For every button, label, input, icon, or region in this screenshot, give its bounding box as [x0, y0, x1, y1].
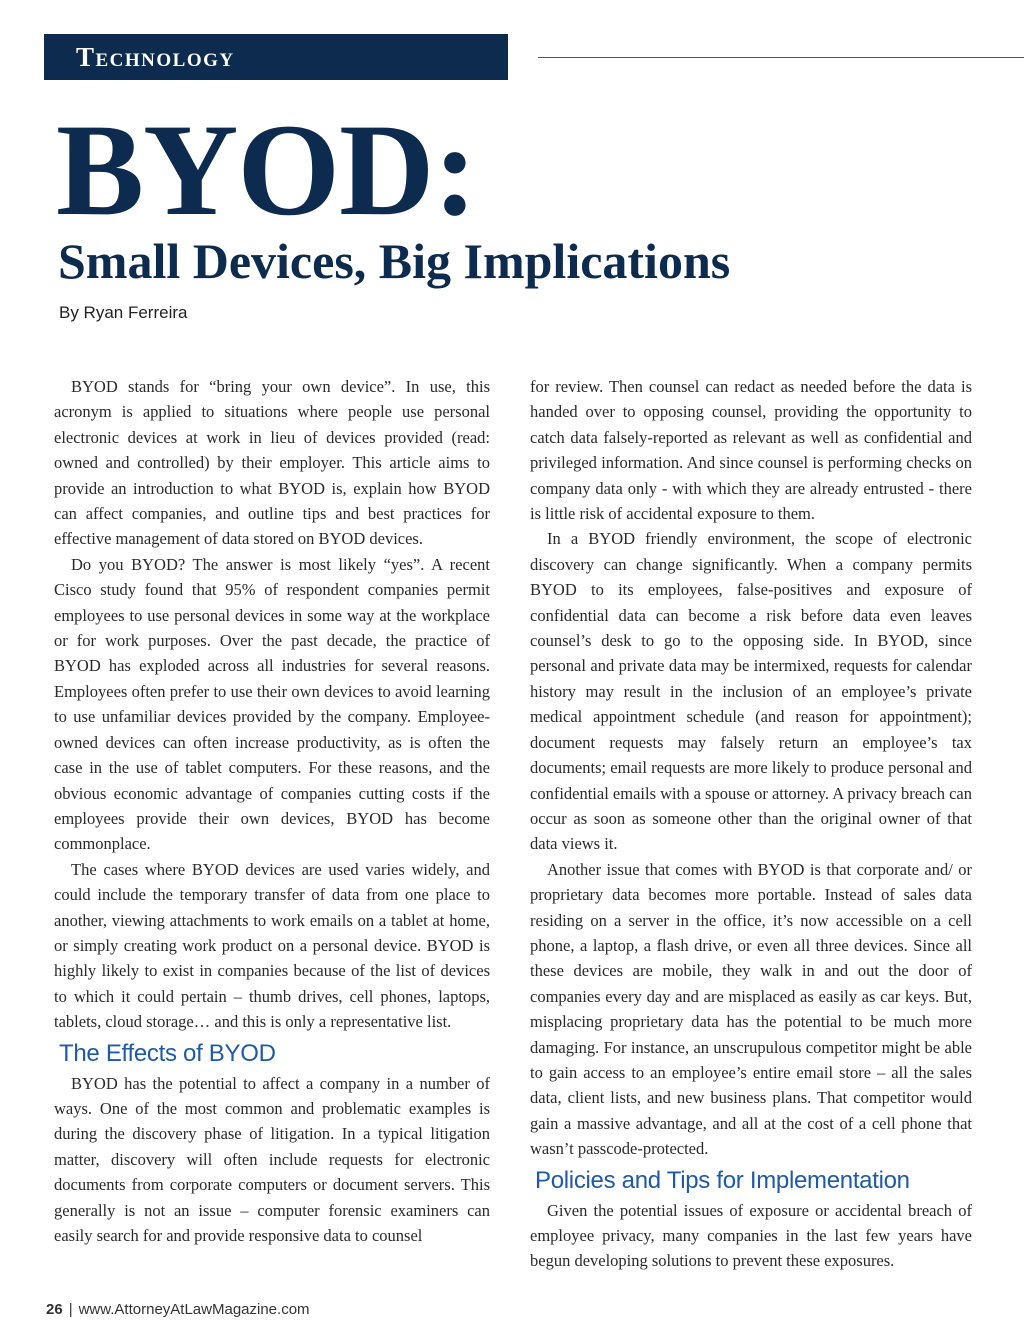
section-heading-effects: The Effects of BYOD — [59, 1039, 276, 1067]
paragraph: In a BYOD friendly environment, the scope of electronic discovery can change significantly. When a company permits BYOD to its employees, false-positives and exposure of confidential data can become a risk before data even leaves counsel’s desk to go to the opposing side. In BYOD, since personal and private data may be intermixed, requests for calendar history may result in the inclusion of an employee’s private medical appointment schedule (and reason for appointment); document requests may falsely return an employee’s tax documents; email requests are more likely to produce personal and confidential emails with a spouse or attorney. A privacy breach can occur as soon as someone other than the original owner of that data views it. — [530, 529, 972, 854]
page-footer — [46, 1301, 310, 1318]
paragraph: Another issue that comes with BYOD is that corporate and/ or proprietary data becomes more portable. Instead of sales data residing on a server in the office, it’s now accessible on a cell phone, a laptop, a flash drive, or even all three devices. Since all these devices are mobile, they walk in and out the door of companies every day and are misplaced as easily as car keys. But, misplacing proprietary data has the potential to be much more damaging. For instance, an unscrupulous competitor might be able to gain access to an employee’s entire email store – all the sales data, client lists, and new business plans. That competitor would gain a massive advantage, and all at the cost of a cell phone that wasn’t passcode-protected. — [530, 859, 972, 1159]
paragraph: The cases where BYOD devices are used varies widely, and could include the temporary transfer of data from one place to another, viewing attachments to work emails on a tablet at home, or simply creating work product on a personal device. BYOD is highly likely to exist in companies because of the list of devices to which it could pertain – thumb drives, cell phones, laptops, tablets, cloud storage… and this is only a representative list. — [54, 859, 490, 1032]
paragraph: Do you BYOD? The answer is most likely “yes”. A recent Cisco study found that 95% of respondent companies permit employees to use personal devices in some way at the workplace or for work purposes. Over the past decade, the practice of BYOD has exploded across all industries for several reasons. Employees often prefer to use their own devices to avoid learning to use unfamiliar devices provided by the company. Employee-owned devices can often increase productivity, as is often the case in the use of tablet computers. For these reasons, and the obvious economic advantage of companies cutting costs if the employees provide their own devices, BYOD has become commonplace. — [54, 554, 490, 854]
left-column — [54, 374, 490, 1248]
paragraph: Given the potential issues of exposure or accidental breach of employee privacy, many companies in the last few years have begun developing solutions to prevent these exposures. — [530, 1200, 972, 1271]
section-label: Technology — [44, 34, 508, 80]
section-heading-policies: Policies and Tips for Implementation — [535, 1166, 910, 1194]
website-link[interactable]: www.AttorneyAtLawMagazine.com — [78, 1301, 310, 1318]
article-title: BYOD: — [56, 96, 477, 243]
page-number: 26 — [46, 1301, 63, 1318]
footer-separator: | — [68, 1301, 73, 1318]
right-column — [530, 374, 972, 1274]
paragraph-continued: for review. Then counsel can redact as needed before the data is handed over to opposing counsel, providing the opportunity to catch data falsely-reported as relevant as well as confidential and privileged information. And since counsel is performing checks on company data only - with which they are already entrusted - there is little risk of accidental exposure to them. — [530, 377, 972, 524]
paragraph: BYOD has the potential to affect a company in a number of ways. One of the most common and problematic examples is during the discovery phase of litigation. In a typical litigation matter, discovery will often include requests for electronic documents from corporate computers or document servers. This generally is not an issue – computer forensic examiners can easily search for and provide responsive data to counsel — [54, 1073, 490, 1245]
paragraph: BYOD stands for “bring your own device”. In use, this acronym is applied to situations where people use personal electronic devices at work in lieu of devices provided (read: owned and controlled) by their employer. This article aims to provide an introduction to what BYOD is, explain how BYOD can affect companies, and outline tips and best practices for effective management of data stored on BYOD devices. — [54, 377, 490, 549]
article-subtitle: Small Devices, Big Implications — [58, 233, 731, 289]
header-rule — [538, 57, 1024, 58]
byline: By Ryan Ferreira — [59, 303, 188, 322]
